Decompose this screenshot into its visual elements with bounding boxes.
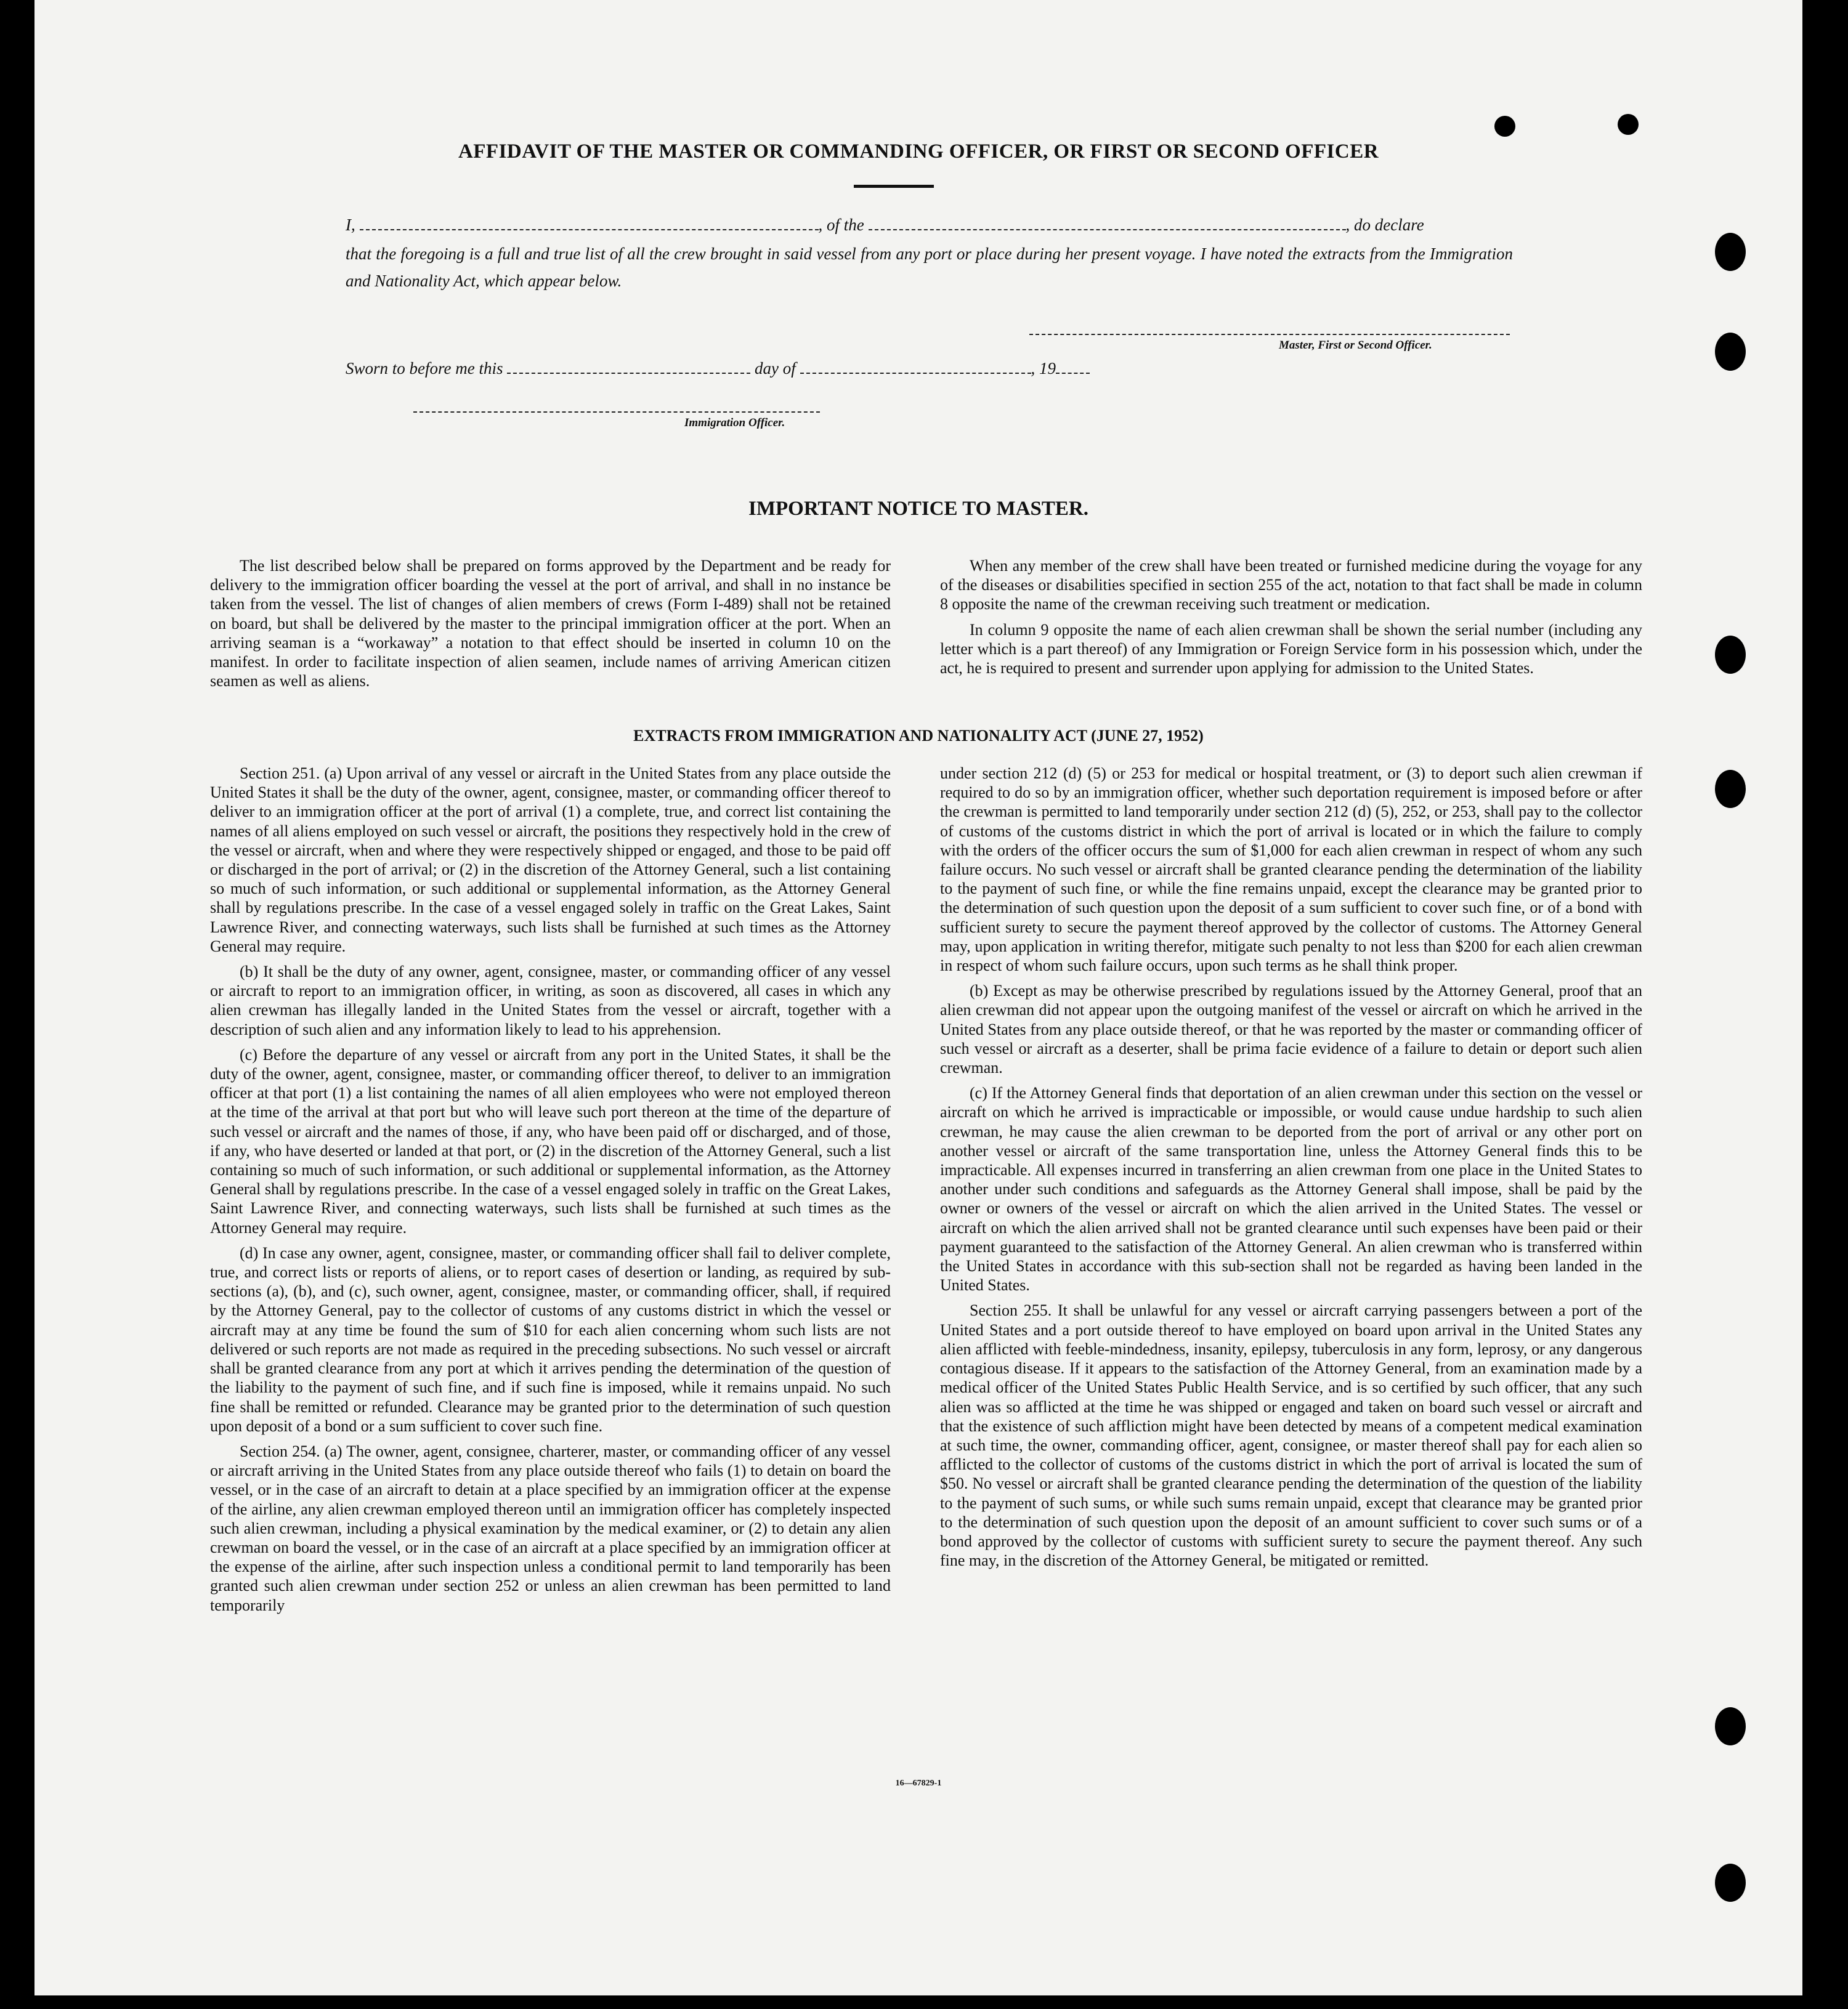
binder-hole	[1715, 1864, 1746, 1902]
notice-left-column	[210, 556, 891, 697]
section-255: Section 255. It shall be unlawful for any vessel or aircraft carrying passengers between a port of the United States and a port outside thereof to have employed on board upon arrival in the United States any alien afflicted with feeble-mindedness, insanity, epilepsy, tuberculosis in any form, leprosy, or any dangerous contagious disease. If it appears to the satisfaction of the Attorney General, from an examination made by a medical officer of the United States Public Health Service, and is so certified by such officer, that any such alien was so afflicted at the time he was shipped or engaged and taken on board such vessel or aircraft and that the existence of such affliction might have been detected by means of a competent medical examination at such time, the owner, commanding officer, agent, consignee, or master thereof shall pay for each alien so afflicted to the collector of customs of the customs district in which the port of arrival is located the sum of $50. No vessel or aircraft shall be granted clearance pending the determination of the question of the liability to the payment of such sums, or while such sums remain unpaid, except that clearance may be granted prior to the determination of such question upon the deposit of an amount sufficient to cover such sums or of a bond approved by the collector of customs with sufficient surety to secure the payment thereof. Any such fine may, in the discretion of the Attorney General, be mitigated or remitted.	[940, 1301, 1642, 1570]
notice-left-paragraph: The list described below shall be prepared on forms approved by the Department and be ready for delivery to the immigration officer boarding the vessel at the port of arrival, and shall in no instance be taken from the vessel. The list of changes of alien members of crews (Form I-489) shall not be retained on board, but shall be delivered by the master to the principal immigration officer at the port. When an arriving seaman is a “workaway” a notation to that effect should be inserted in column 10 on the manifest. In order to facilitate inspection of alien seamen, include names of arriving American citizen seamen as well as aliens.	[210, 557, 891, 690]
sworn-month-field[interactable]	[800, 362, 1031, 374]
binder-hole	[1715, 1707, 1746, 1745]
binder-hole	[1715, 636, 1746, 674]
document-page	[34, 0, 1802, 1995]
declarant-label: I,	[346, 216, 355, 234]
master-caption: Master, First or Second Officer.	[1279, 339, 1432, 352]
declarant-name-field[interactable]	[360, 218, 819, 230]
notice-title: IMPORTANT NOTICE TO MASTER.	[748, 498, 1088, 520]
speck-mark	[1618, 114, 1639, 135]
year-label: , 19	[1031, 359, 1056, 378]
notice-right-paragraph-1: When any member of the crew shall have been treated or furnished medicine during the voyage for any of the diseases or disabilities specified in section 255 of the act, notation to that fact shall be made in column 8 opposite the name of the crewman receiving such treatment or medication.	[940, 557, 1642, 613]
speck-mark	[1494, 116, 1515, 137]
binder-hole	[1715, 233, 1746, 271]
extracts-left-column	[210, 764, 891, 1621]
section-254b: (b) Except as may be otherwise prescribed by regulations issued by the Attorney General, proof that an alien crewman did not appear upon the outgoing manifest of the vessel or aircraft on which he arrived in the United States from any place outside thereof, or that he was reported by the master or commanding officer of such vessel or aircraft as a deserter, shall be prima facie evidence of a failure to detain or deport such alien crewman.	[940, 982, 1642, 1077]
binder-hole	[1715, 770, 1746, 808]
section-254a: Section 254. (a) The owner, agent, consignee, charterer, master, or commanding officer of any vessel or aircraft arriving in the United States from any place outside thereof who fails (1) to detain on board the vessel, or in the case of an aircraft to detain at a place specified by an immigration officer at the expense of the airline, any alien crewman employed thereon until an immigration officer has completely inspected such alien crewman, including a physical examination by the medical examiner, or (2) to detain any alien crewman on board the vessel, or in the case of an aircraft at a place specified by an immigration officer at the expense of the airline, after such inspection unless a conditional permit to land temporarily has been granted such alien crewman under section 252 or unless an alien crewman has been permitted to land temporarily	[210, 1442, 891, 1614]
sworn-line	[346, 359, 1513, 378]
section-251b: (b) It shall be the duty of any owner, agent, consignee, master, or commanding officer of any vessel or aircraft to report to an immigration officer, in writing, as soon as discovered, all cases in which any alien crewman has illegally landed in the United States from the vessel or aircraft, together with a description of such alien and any information likely to lead to his apprehension.	[210, 963, 891, 1038]
vessel-label: , of the	[818, 216, 864, 234]
declaration-line	[346, 216, 1513, 235]
section-251d: (d) In case any owner, agent, consignee, master, or commanding officer shall fail to deliver complete, true, and correct lists or reports of aliens, or to report cases of desertion or landing, as required by sub-sections (a), (b), and (c), such owner, agent, consignee, master, or commanding officer, shall, if required by the Attorney General, pay to the collector of customs of any customs district in which the vessel or aircraft may at any time be found the sum of $10 for each alien concerning whom such lists are not delivered or such reports are not made as required in the preceding subsections. No such vessel or aircraft shall be granted clearance from any port at which it arrives pending the determination of the question of the liability to the payment of such fine, and if such fine is imposed, while it remains unpaid. No such fine shall be remitted or refunded. Clearance may be granted prior to the determination of such question upon deposit of a bond or a sum sufficient to cover such fine.	[210, 1243, 891, 1435]
day-of-label: day of	[755, 359, 796, 378]
master-signature-field[interactable]	[1029, 334, 1510, 335]
section-254c: (c) If the Attorney General finds that deportation of an alien crewman under this section on the vessel or aircraft on which he arrived is impracticable or impossible, or would cause undue hardship to such alien crewman, he may cause the alien crewman to be deported from the port of arrival or any other port on another vessel or aircraft of the same transportation line, unless the Attorney General finds this to be impracticable. All expenses incurred in transferring an alien crewman from one place in the United States to another under such conditions and safeguards as the Attorney General shall impose, shall be paid by the owner or owners of the vessel or aircraft on which the alien arrived in the United States. The vessel or aircraft on which the alien arrived shall not be granted clearance until such expenses have been paid or their payment guaranteed to the satisfaction of the Attorney General. An alien crewman who is transferred within the United States in accordance with this sub-section shall not be regarded as having been landed in the United States.	[940, 1084, 1642, 1295]
notice-right-column	[940, 556, 1642, 684]
sworn-day-field[interactable]	[507, 362, 750, 374]
form-code: 16—67829-1	[895, 1779, 942, 1788]
officer-signature-field[interactable]	[413, 411, 820, 413]
declare-label: , do declare	[1345, 216, 1424, 234]
section-251c: (c) Before the departure of any vessel or aircraft from any port in the United States, it shall be the duty of the owner, agent, consignee, master, or commanding officer thereof, to deliver to an immigration officer at that port (1) a list containing the names of all alien employees who were not employed thereon at the time of the arrival at that port but who will leave such port thereon at the time of the departure of such vessel or aircraft and the names of those, if any, who have been paid off or discharged, and of those, if any, who have deserted or landed at that port, or (2) in the discretion of the Attorney General, such a list containing so much of such information, or such additional or supplemental information, as the Attorney General shall by regulations prescribe. In the case of a vessel engaged solely in traffic on the Great Lakes, Saint Lawrence River, and connecting waterways, such lists shall be furnished at such times as the Attorney General may require.	[210, 1045, 891, 1237]
affidavit-title: AFFIDAVIT OF THE MASTER OR COMMANDING OFFICER, OR FIRST OR SECOND OFFICER	[458, 140, 1379, 163]
section-251a: Section 251. (a) Upon arrival of any vessel or aircraft in the United States from any place outside the United States it shall be the duty of the owner, agent, consignee, master, or commanding officer thereof to deliver to an immigration officer at the port of arrival (1) a complete, true, and correct list containing the names of all aliens employed on such vessel or aircraft, the positions they respectively hold in the crew of the vessel or aircraft, when and where they were respectively shipped or engaged, and those to be paid off or discharged in the port of arrival; or (2) in the discretion of the Attorney General, such a list containing so much of such information, or such additional or supplemental information, as the Attorney General shall by regulations prescribe. In the case of a vessel engaged solely in traffic on the Great Lakes, Saint Lawrence River, and connecting waterways, such lists shall be furnished at such times as the Attorney General may require.	[210, 764, 891, 955]
sworn-year-field[interactable]	[1056, 362, 1090, 374]
extracts-title: EXTRACTS FROM IMMIGRATION AND NATIONALITY ACT (JUNE 27, 1952)	[633, 727, 1204, 745]
extracts-right-column	[940, 764, 1642, 1576]
vessel-name-field[interactable]	[869, 218, 1346, 230]
notice-right-paragraph-2: In column 9 opposite the name of each alien crewman shall be shown the serial number (including any letter which is a part thereof) of any Immigration or Foreign Service form in his possession which, under the act, he is required to present and surrender upon applying for admission to the United States.	[940, 620, 1642, 677]
declaration-statement: that the foregoing is a full and true list of all the crew brought in said vessel from any port or place during her present voyage. I have noted the extracts from the Immigration and Nationality Act, which appear below.	[346, 245, 1513, 290]
binder-hole	[1715, 333, 1746, 371]
title-rule	[854, 185, 934, 188]
section-254a-continued: under section 212 (d) (5) or 253 for medical or hospital treatment, or (3) to deport such alien crewman if required to do so by an immigration officer, whether such deportation requirement is imposed before or after the crewman is permitted to land temporarily under section 212 (d) (5), 252, or 253, shall pay to the collector of customs of the customs district in which the port of arrival is located or in which the failure to comply with the orders of the officer occurs the sum of $1,000 for each alien crewman in respect of whom any such failure occurs. No such vessel or aircraft shall be granted clearance pending the determination of the liability to the payment of such fine, or while the fine remains unpaid, except the clearance may be granted prior to the determination of such question upon the deposit of a sum sufficient to cover such fine, or of a bond with sufficient surety to secure the payment thereof approved by the collector of customs. The Attorney General may, upon application in writing therefor, mitigate such penalty to not less than $200 for each alien crewman in respect of whom such failure occurs, upon such terms as he shall think proper.	[940, 764, 1642, 975]
sworn-label: Sworn to before me this	[346, 359, 503, 378]
officer-caption: Immigration Officer.	[684, 416, 785, 429]
